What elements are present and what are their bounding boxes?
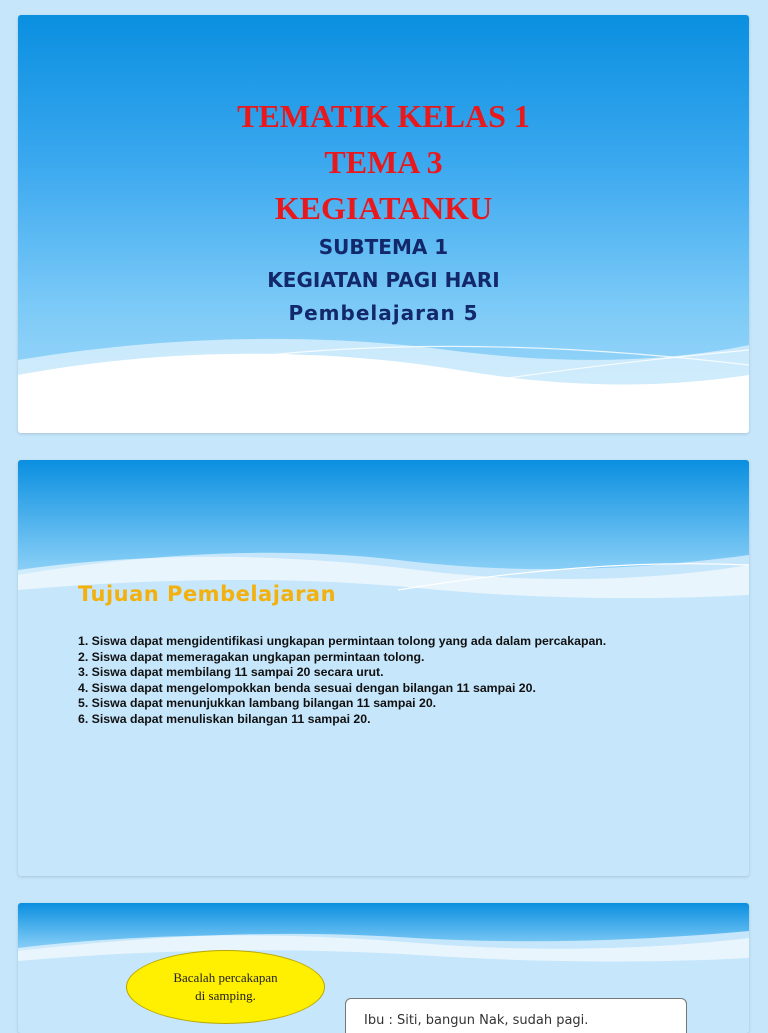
dialogue-line: Ibu : Siti, bangun Nak, sudah pagi. xyxy=(364,1013,589,1028)
objectives-heading: Tujuan Pembelajaran xyxy=(78,582,337,606)
dialogue-slide xyxy=(18,903,749,1033)
title-text xyxy=(18,93,749,231)
instruction-bubble xyxy=(126,950,325,1024)
dialogue-box xyxy=(345,998,687,1033)
list-item: 1. Siswa dapat mengidentifikasi ungkapan permintaan tolong yang ada dalam percakapan. xyxy=(78,634,607,648)
bubble-line-1: Bacalah percakapan xyxy=(173,970,278,985)
list-item: 6. Siswa dapat menuliskan bilangan 11 sampai 20. xyxy=(78,711,371,726)
title-line-3: KEGIATANKU xyxy=(274,190,493,226)
subtitle-text xyxy=(18,231,749,330)
title-line-1: TEMATIK KELAS 1 xyxy=(237,98,530,134)
objectives-list xyxy=(78,634,606,727)
subtema-label: SUBTEMA 1 xyxy=(318,235,449,259)
kegiatan-label: KEGIATAN PAGI HARI xyxy=(267,268,500,292)
pembelajaran-label: Pembelajaran 5 xyxy=(288,301,479,325)
list-item: 2. Siswa dapat memeragakan ungkapan permintaan tolong. xyxy=(78,649,425,664)
objectives-slide xyxy=(18,460,749,876)
list-item: 5. Siswa dapat menunjukkan lambang bilangan 11 sampai 20. xyxy=(78,696,437,710)
list-item: 4. Siswa dapat mengelompokkan benda sesuai dengan bilangan 11 sampai 20. xyxy=(78,680,536,695)
list-item: 3. Siswa dapat membilang 11 sampai 20 secara urut. xyxy=(78,665,384,679)
bubble-line-2: di samping. xyxy=(195,988,256,1003)
title-line-2: TEMA 3 xyxy=(324,144,443,180)
title-slide xyxy=(18,15,749,433)
